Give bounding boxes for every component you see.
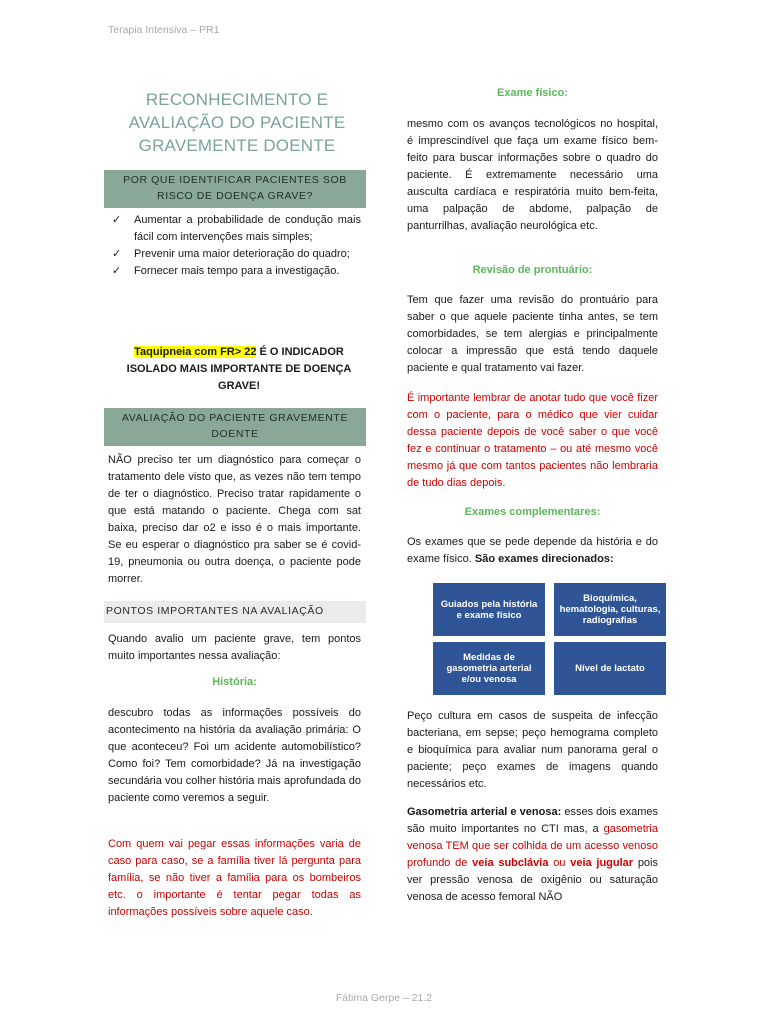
diagram-box: Medidas de gasometria arterial e/ou venosa bbox=[433, 642, 545, 695]
heading-exames-complementares: Exames complementares: bbox=[464, 506, 601, 518]
check-item: ✓ Aumentar a probabilidade de condução mais fácil com intervenções mais simples; bbox=[112, 214, 361, 243]
paragraph-info-sources: Com quem vai pegar essas informações varia de caso para caso, se a família tiver lá pergunta para família, se não tiver a família para os bombeiros etc. o importante é tentar pegar todas as informações possíveis sobre aquele caso. bbox=[108, 838, 361, 918]
diagram-box: Bioquímica, hematologia, culturas, radiografias bbox=[554, 583, 666, 636]
heading-exame-fisico: Exame físico: bbox=[497, 87, 568, 99]
exam-diagram bbox=[433, 583, 666, 695]
indicator-text: É O INDICADOR ISOLADO MAIS IMPORTANTE DE DOENÇA GRAVE! bbox=[126, 346, 352, 392]
diagram-box: Guiados pela história e exame físico bbox=[433, 583, 545, 636]
check-item: ✓ Prevenir uma maior deterioração do quadro; bbox=[108, 246, 361, 263]
paragraph-gasometria: Gasometria arterial e venosa: esses dois exames são muito importantes no CTI mas, a gasometria venosa TEM que ser colhida de um acesso venoso profundo de veia subclávia ou veia jugular pois ver pressão venosa de oxigênio ou saturação venosa de acesso femoral NÃO bbox=[407, 806, 658, 903]
section-bar-why-identify: POR QUE IDENTIFICAR PACIENTES SOB RISCO DE DOENÇA GRAVE? bbox=[104, 170, 366, 208]
paragraph-key-points: Quando avalio um paciente grave, tem pontos muito importantes nessa avaliação: bbox=[108, 633, 361, 662]
check-item: ✓ Fornecer mais tempo para a investigação. bbox=[108, 263, 361, 280]
indicator-highlight: Taquipneia com FR> 22 bbox=[134, 346, 257, 358]
checklist bbox=[108, 212, 361, 280]
checkmark-icon: ✓ bbox=[112, 248, 122, 260]
document-title: RECONHECIMENTO E AVALIAÇÃO DO PACIENTE GRAVEMENTE DOENTE bbox=[128, 90, 346, 155]
key-indicator bbox=[112, 344, 366, 395]
paragraph-no-diagnosis: NÃO preciso ter um diagnóstico para começar o tratamento dele visto que, as vezes não tem tempo de ter o diagnóstico. Preciso tratar rapidamente o que está matando o paciente. Chega com sat baixa, preciso dar o2 e isso é o mais importante. Se eu esperar o diagnóstico pra saber se é covid-19, pneumonia ou outra doença, o paciente pode morrer. bbox=[108, 454, 361, 585]
paragraph-revisao: Tem que fazer uma revisão do prontuário para saber o que aquele paciente tinha antes, se tem comorbidades, se tem alergias e principalmente colocar a impressão que está tendo daquele paciente e qual tratamento vai fazer. bbox=[407, 294, 658, 374]
checkmark-icon: ✓ bbox=[112, 265, 122, 277]
paragraph-cultura: Peço cultura em casos de suspeita de infecção bacteriana, em sepse; peço hemograma completo e bioquímica para avaliar num panorama geral o paciente; peço exames de imagens quando necessários etc. bbox=[407, 710, 658, 790]
diagram-box: Nível de lactato bbox=[554, 642, 666, 695]
paragraph-exame-fisico: mesmo com os avanços tecnológicos no hospital, é imprescindível que faça um exame físico bem-feito para buscar informações sobre o quadro do paciente. É extremamente necessário uma ausculta cardíaca e respiratória muito bem-feita, uma palpação de abdome, palpação de panturrilhas, avaliação neurológica etc. bbox=[407, 118, 658, 232]
paragraph-exames-intro: Os exames que se pede depende da história e do exame físico. São exames direcionados: bbox=[407, 536, 658, 565]
paragraph-anotar: É importante lembrar de anotar tudo que você fizer com o paciente, para o médico que vier cuidar dessa paciente depois de você saber o que você fez e continuar o tratamento – ou até mesmo você mesmo já que com tantos pacientes não lembraria de tudo dias depois. bbox=[407, 392, 658, 489]
section-bar-key-points: PONTOS IMPORTANTES NA AVALIAÇÃO bbox=[104, 601, 366, 623]
section-bar-evaluation: AVALIAÇÃO DO PACIENTE GRAVEMENTE DOENTE bbox=[104, 408, 366, 446]
page-footer: Fátima Gerpe – 21.2 bbox=[335, 992, 433, 1004]
paragraph-historia: descubro todas as informações possíveis do acontecimento na história da avaliação primária: O que aconteceu? Foi um acidente automobilístico? Como foi? Tem comorbidade? Já na investigação secundária vou colher história mais aprofundada do paciente como veremos a seguir. bbox=[108, 707, 361, 804]
page-header: Terapia Intensiva – PR1 bbox=[108, 24, 220, 36]
heading-historia: História: bbox=[212, 676, 257, 688]
heading-revisao-prontuario: Revisão de prontuário: bbox=[472, 264, 593, 276]
checkmark-icon: ✓ bbox=[112, 214, 122, 226]
